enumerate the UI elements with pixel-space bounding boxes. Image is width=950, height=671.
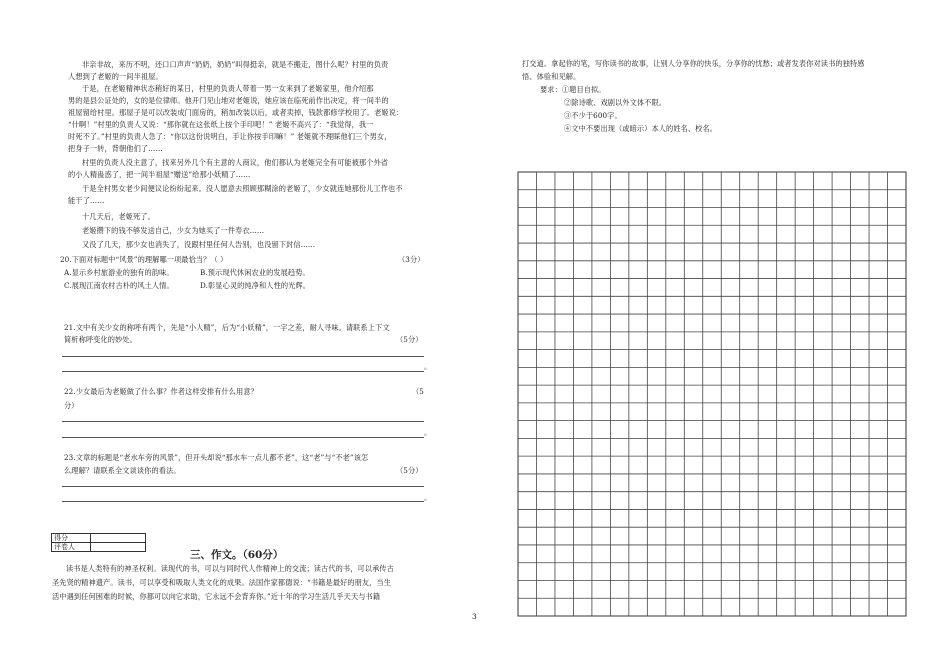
story-line: 又没了几天，那少女也消失了，没跟村里任何人告别，也没留下封信…… bbox=[82, 240, 316, 249]
essay-line: 活中遇到任何困难的时候，你都可以向它求助，它永远不会背弃你。”近十年的学习生活几乎天天与书籍 bbox=[52, 592, 381, 601]
requirement-item: ②除诗歌、戏剧以外文体不限。 bbox=[564, 98, 667, 107]
grader-cell[interactable] bbox=[91, 543, 146, 552]
question-21-score: （5分） bbox=[396, 335, 423, 344]
answer-line[interactable] bbox=[62, 501, 424, 502]
question-20-text: 20.下面对标题中“风景”的理解哪一项最恰当？（ ） bbox=[60, 255, 228, 264]
score-table bbox=[51, 533, 146, 552]
story-line: 村里的负责人没主意了，找来另外几个有主意的人商议，他们都认为老姬完全有可能被那个外省 bbox=[82, 158, 389, 167]
section-title: 三、作文。（60分） bbox=[190, 549, 284, 561]
question-23-line2: 么理解？请联系全文谈谈你的看法。 bbox=[64, 466, 181, 475]
story-line: 十几天后，老姬死了。 bbox=[82, 212, 155, 221]
story-line: 人想到了老姬的一间半祖屋。 bbox=[68, 72, 163, 81]
requirement-item: ④文中不要出现（或暗示）本人的姓名、校名。 bbox=[564, 124, 718, 133]
answer-period: 。 bbox=[424, 362, 432, 371]
writing-grid[interactable] bbox=[517, 171, 907, 617]
prompt-continuation: 打交道。拿起你的笔，写你读书的故事，让别人分享你的快乐，分享你的忧愁；或者发表你对读书的独特感 bbox=[522, 59, 865, 68]
answer-line[interactable] bbox=[62, 486, 424, 487]
answer-period: 。 bbox=[424, 428, 432, 437]
story-line: 时死不了。”村里的负责人急了：“你以这份说明白，手让你按手印嘛！” 老姬就不理睬他们三个男女， bbox=[68, 132, 392, 141]
option-c[interactable]: C.展现江南农村古朴的风土人情。 bbox=[64, 281, 174, 290]
question-23-score: （5分） bbox=[396, 466, 423, 475]
answer-line[interactable] bbox=[62, 437, 424, 438]
story-line: 男的是县公证处的，女的是位律师。他开门见山地对老姬说，她应该在临死前作出决定，将一间半的 bbox=[68, 96, 389, 105]
option-b[interactable]: B.预示现代休闲农业的发展趋势。 bbox=[200, 268, 310, 277]
question-21-line1: 21.文中有关少女的称呼有两个，先是“小人精”，后为“小妖精”，一字之差，耐人寻味。请联系上下文 bbox=[64, 323, 390, 332]
answer-line[interactable] bbox=[62, 371, 424, 372]
story-line: 祖屋留给村里。那屋子是可以改装成门面房的，稍加改装以后，或者卖掉，钱款都修学校用了。老姬说： bbox=[68, 108, 404, 117]
story-line: 把身子一转，背朝他们了…… bbox=[68, 144, 163, 153]
grid-border bbox=[518, 172, 906, 616]
question-23-line1: 23.文章的标题是“老水车旁的风景”，但开头却说“那水车一点儿都不老”，这“老”与“不老”该怎 bbox=[64, 453, 369, 462]
story-line: 于是全村男女老少间便议论纷纷起来。没人愿意去照顾那糊涂的老姬了，少女就连她那份儿工作也不 bbox=[82, 184, 403, 193]
option-d[interactable]: D.彰显心灵的纯净和人性的光辉。 bbox=[200, 281, 311, 290]
story-line: 老姬攒下的钱不够发送自己，少女为她买了一件寿衣…… bbox=[82, 226, 265, 235]
question-22-score: （5 bbox=[412, 387, 424, 396]
question-22-line1: 22.少女最后为老姬做了什么事？作者这样安排有什么用意？ bbox=[64, 387, 258, 396]
essay-line: 圣先贤的精神遗产。读书，可以享受和吸取人类文化的成果。法国作家都德说：“书籍是最好的朋友，当生 bbox=[52, 578, 392, 587]
requirement-item: ③不少于600字。 bbox=[564, 111, 622, 120]
story-line: 的小人精蛊惑了，把一间半祖屋“赠送”给那小妖精了…… bbox=[68, 170, 251, 179]
grader-label: 评卷人 bbox=[52, 543, 91, 552]
option-a[interactable]: A.显示乡村旅游业的独有的韵味。 bbox=[64, 268, 174, 277]
answer-line[interactable] bbox=[62, 356, 424, 357]
story-line: 于是，在老姬精神状态稍好的某日，村里的负责人带着一男一女来到了老姬家里，他介绍那 bbox=[82, 84, 374, 93]
page-number: 3 bbox=[472, 612, 477, 621]
answer-line[interactable] bbox=[62, 421, 424, 422]
score-cell[interactable] bbox=[91, 534, 146, 543]
question-20-score: （3分） bbox=[398, 255, 425, 264]
story-line: 能干了…… bbox=[68, 196, 105, 205]
score-label: 得分 bbox=[52, 534, 91, 543]
question-21-line2: 简析称呼变化的妙处。 bbox=[64, 335, 137, 344]
story-line: 非亲非故，来历不明，还口口声声“奶奶，奶奶”叫得挺亲，就是不搬走，图什么呢？村里的负责 bbox=[82, 60, 389, 69]
question-22-line2: 分） bbox=[64, 401, 79, 410]
answer-period: 。 bbox=[424, 493, 432, 502]
requirements-label: 要求：①题目自拟。 bbox=[540, 85, 606, 94]
prompt-continuation: 悟、体验和见解。 bbox=[522, 72, 581, 81]
essay-line: 读书是人类特有的神圣权利。读现代的书，可以与同时代人作精神上的交流；读古代的书，可以承传古 bbox=[66, 564, 394, 573]
story-line: “什啊！”村里的负责人又说：“那你就在这张纸上按个手印吧！” 老姬不高兴了：“我觉得，我一 bbox=[68, 120, 374, 129]
